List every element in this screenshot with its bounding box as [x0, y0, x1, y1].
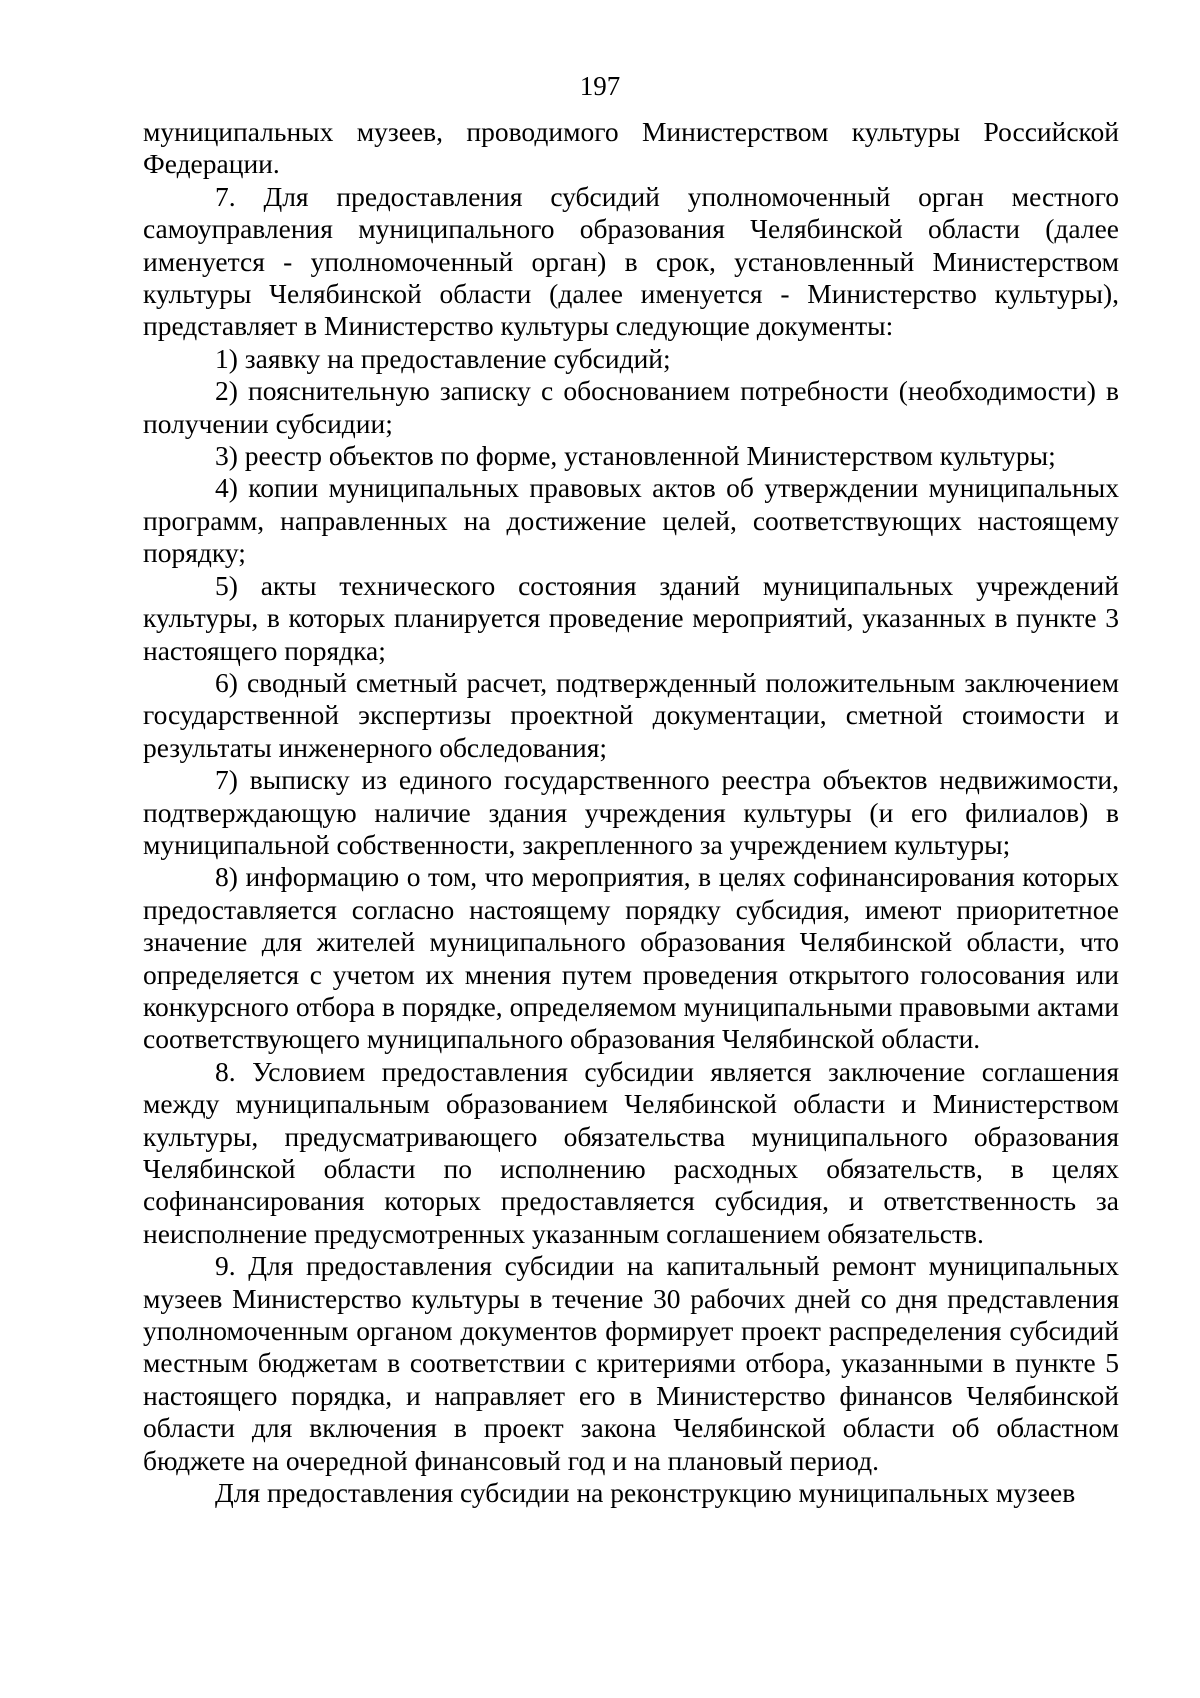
- list-item-6: 6) сводный сметный расчет, подтвержденный положительным заключением государственной экспертизы проектной документации, сметной стоимости и результаты инженерного обследования;: [143, 666, 1119, 763]
- list-item-5: 5) акты технического состояния зданий муниципальных учреждений культуры, в которых планируется проведение мероприятий, указанных в пункте 3 настоящего порядка;: [143, 569, 1119, 666]
- list-item-8: 8) информацию о том, что мероприятия, в целях софинансирования которых предоставляется согласно настоящему порядку субсидия, имеют приоритетное значение для жителей муниципального образования Челябинской области, что определяется с учетом их мнения путем проведения открытого голосования или конкурсного отбора в порядке, определяемом муниципальными правовыми актами соответствующего муниципального образования Челябинской области.: [143, 861, 1119, 1055]
- paragraph-item-7: 7. Для предоставления субсидий уполномоченный орган местного самоуправления муниципального образования Челябинской области (далее именуется - уполномоченный орган) в срок, установленный Министерством культуры Челябинской области (далее именуется - Министерство культуры), представляет в Министерство культуры следующие документы:: [143, 180, 1119, 342]
- list-item-4: 4) копии муниципальных правовых актов об утверждении муниципальных программ, направленных на достижение целей, соответствующих настоящему порядку;: [143, 472, 1119, 569]
- list-item-7: 7) выписку из единого государственного реестра объектов недвижимости, подтверждающую наличие здания учреждения культуры (и его филиалов) в муниципальной собственности, закрепленного за учреждением культуры;: [143, 764, 1119, 860]
- paragraph-continuation: муниципальных музеев, проводимого Министерством культуры Российской Федерации.: [143, 116, 1119, 180]
- list-item-2: 2) пояснительную записку с обоснованием потребности (необходимости) в получении субсидии;: [143, 375, 1119, 439]
- document-body: [143, 116, 1119, 1509]
- list-item-3: 3) реестр объектов по форме, установленной Министерством культуры;: [215, 440, 1056, 472]
- list-item-1: 1) заявку на предоставление субсидий;: [215, 342, 671, 374]
- page-number: 197: [579, 71, 621, 101]
- paragraph-item-8: 8. Условием предоставления субсидии является заключение соглашения между муниципальным образованием Челябинской области и Министерством культуры, предусматривающего обязательства муниципального образования Челябинской области по исполнению расходных обязательств, в целях софинансирования которых предоставляется субсидия, и ответственность за неисполнение предусмотренных указанным соглашением обязательств.: [143, 1055, 1119, 1249]
- paragraph-item-9: 9. Для предоставления субсидии на капитальный ремонт муниципальных музеев Министерство культуры в течение 30 рабочих дней со дня представления уполномоченным органом документов формирует проект распределения субсидий местным бюджетам в соответствии с критериями отбора, указанными в пункте 5 настоящего порядка, и направляет его в Министерство финансов Челябинской области для включения в проект закона Челябинской области об областном бюджете на очередной финансовый год и на плановый период.: [143, 1250, 1119, 1476]
- paragraph-reconstruction: Для предоставления субсидии на реконструкцию муниципальных музеев: [215, 1477, 1076, 1509]
